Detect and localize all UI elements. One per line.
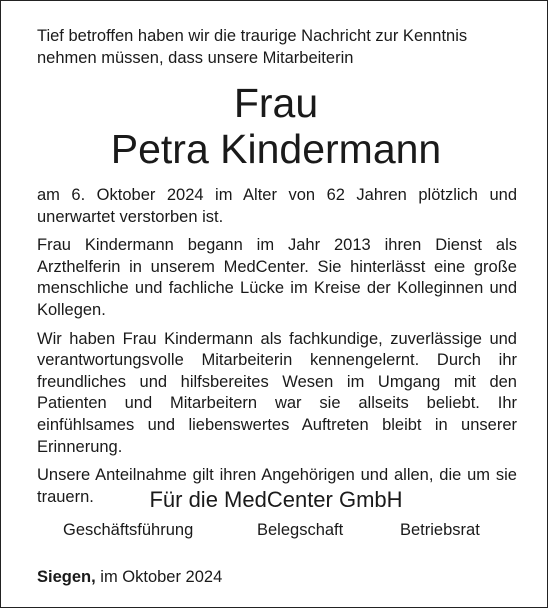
obituary-body [37,185,517,515]
paragraph-condolence: Unsere Anteilnahme gilt ihren Angehörigen und allen, die um sie trauern. [37,466,517,506]
group-management: Geschäftsführung [63,521,194,539]
intro-text: Tief betroffen haben wir die traurige Nachricht zur Kenntnis nehmen müssen, dass unsere Mitarbeiterin [37,27,468,67]
group-works-council: Betriebsrat [400,521,480,539]
group-staff: Belegschaft [257,521,344,539]
signoff-city: Siegen, [37,568,96,586]
signoff-date: im Oktober 2024 [100,568,223,586]
paragraph-death-date: am 6. Oktober 2024 im Alter von 62 Jahren plötzlich und unerwartet verstorben ist. [37,186,517,226]
place-and-date [37,566,222,588]
paragraph-career: Frau Kindermann begann im Jahr 2013 ihren Dienst als Arzthelferin in unserem MedCenter. Sie hinterlässt eine große menschliche und fachliche Lücke im Kreise der Kolleginnen und Kollegen. [37,236,517,319]
signatory-groups [1,519,550,541]
organization-name: Für die MedCenter GmbH [149,487,403,512]
paragraph-tribute: Wir haben Frau Kindermann als fachkundige, zuverlässige und verantwortungsvolle Mitarbeiterin kennengelernt. Durch ihr freundliches und hilfsbereites Wesen im Umgang mit den Patienten und Mitarbeitern war sie allseits beliebt. Ihr einfühlsames und liebenswertes Auftreten bleibt in unserer Erinnerung. [37,329,517,456]
deceased-name: Petra Kindermann [110,126,442,172]
deceased-salutation: Frau [233,80,319,126]
